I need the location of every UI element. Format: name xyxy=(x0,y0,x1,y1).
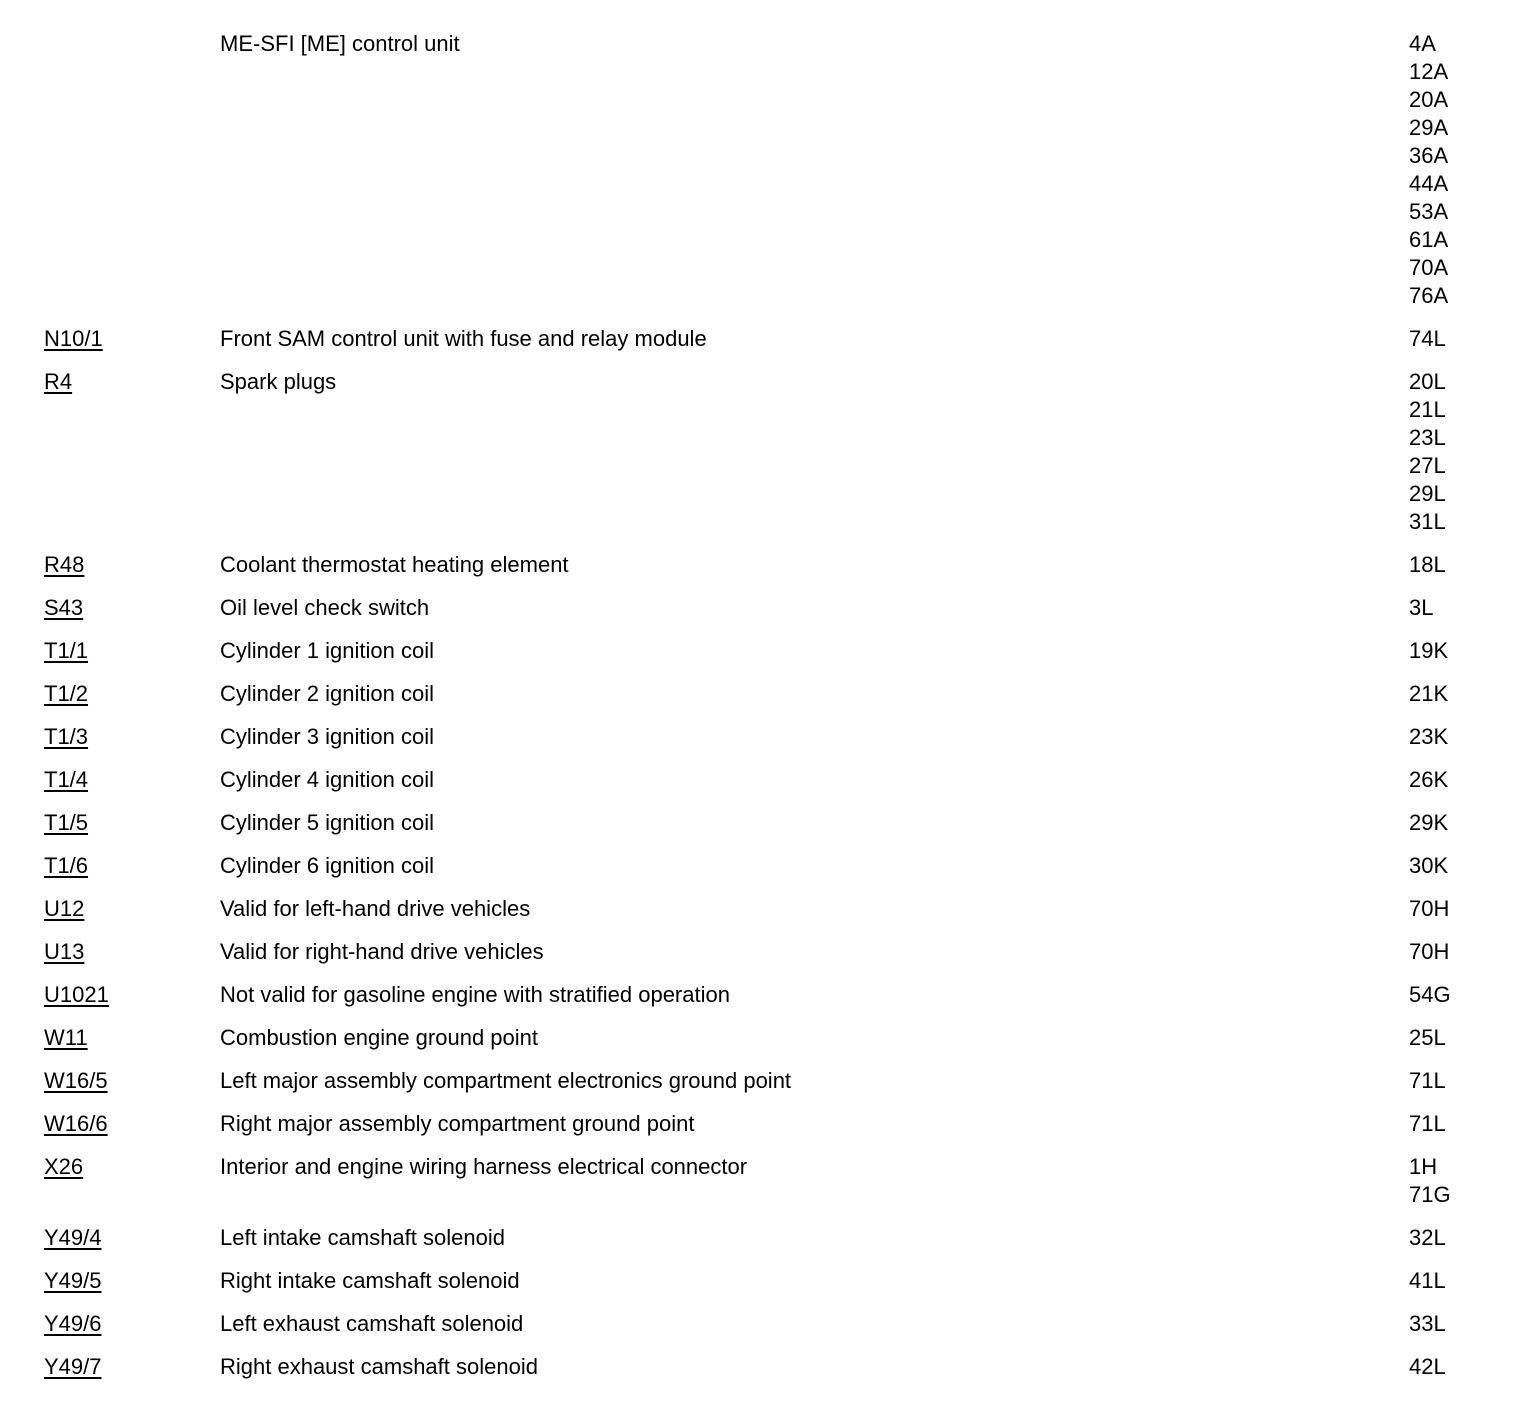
grid-location: 54G xyxy=(1409,982,1451,1007)
component-description: Cylinder 2 ignition coil xyxy=(220,681,434,706)
table-row xyxy=(0,368,1520,536)
component-description: Cylinder 3 ignition coil xyxy=(220,724,434,749)
component-code-link[interactable]: T1/1 xyxy=(44,638,89,663)
component-code-link[interactable]: S43 xyxy=(44,595,84,620)
table-row xyxy=(0,551,1520,579)
table-row xyxy=(0,1110,1520,1138)
table-row xyxy=(0,325,1520,353)
grid-location: 42L xyxy=(1409,1354,1446,1379)
component-description: Cylinder 5 ignition coil xyxy=(220,810,434,835)
grid-location: 44A xyxy=(1409,171,1449,196)
grid-location: 71G xyxy=(1409,1182,1451,1207)
table-row xyxy=(0,1267,1520,1295)
grid-location-list xyxy=(1409,895,1509,923)
component-code-link[interactable]: T1/4 xyxy=(44,767,89,792)
grid-location-list xyxy=(1409,852,1509,880)
grid-location-list xyxy=(1409,637,1509,665)
grid-location: 70H xyxy=(1409,896,1450,921)
component-code-link[interactable]: U12 xyxy=(44,896,85,921)
table-row xyxy=(0,809,1520,837)
component-description: Left exhaust camshaft solenoid xyxy=(220,1311,524,1336)
grid-location-list xyxy=(1409,723,1509,751)
component-description: Valid for left-hand drive vehicles xyxy=(220,896,531,921)
grid-location: 71L xyxy=(1409,1068,1446,1093)
grid-location-list xyxy=(1409,680,1509,708)
component-code-link[interactable]: T1/5 xyxy=(44,810,89,835)
grid-location-list xyxy=(1409,981,1509,1009)
component-description: Left major assembly compartment electronics ground point xyxy=(220,1068,792,1093)
grid-location: 25L xyxy=(1409,1025,1446,1050)
component-code-link[interactable]: Y49/4 xyxy=(44,1225,102,1250)
component-description: Cylinder 1 ignition coil xyxy=(220,638,434,663)
grid-location: 30K xyxy=(1409,853,1449,878)
table-row xyxy=(0,938,1520,966)
grid-location: 31L xyxy=(1409,509,1446,534)
grid-location-list xyxy=(1409,809,1509,837)
grid-location: 76A xyxy=(1409,283,1449,308)
component-description: Interior and engine wiring harness electrical connector xyxy=(220,1154,748,1179)
component-legend-table xyxy=(0,30,1520,1396)
grid-location-list xyxy=(1409,1153,1509,1209)
table-row xyxy=(0,1067,1520,1095)
grid-location-list xyxy=(1409,1310,1509,1338)
grid-location: 20A xyxy=(1409,87,1449,112)
grid-location-list xyxy=(1409,551,1509,579)
grid-location-list xyxy=(1409,766,1509,794)
component-description: Front SAM control unit with fuse and relay module xyxy=(220,326,707,351)
grid-location: 1H xyxy=(1409,1154,1438,1179)
grid-location: 29K xyxy=(1409,810,1449,835)
table-row xyxy=(0,1310,1520,1338)
table-row xyxy=(0,1224,1520,1252)
grid-location-list xyxy=(1409,1024,1509,1052)
component-code-link[interactable]: W16/6 xyxy=(44,1111,108,1136)
component-code-link[interactable]: T1/3 xyxy=(44,724,89,749)
grid-location: 41L xyxy=(1409,1268,1446,1293)
component-code-link[interactable]: W11 xyxy=(44,1025,88,1050)
component-code-link[interactable]: W16/5 xyxy=(44,1068,108,1093)
grid-location-list xyxy=(1409,1353,1509,1381)
table-row xyxy=(0,981,1520,1009)
grid-location-list xyxy=(1409,368,1509,536)
grid-location: 33L xyxy=(1409,1311,1446,1336)
component-code-link[interactable]: N10/1 xyxy=(44,326,103,351)
component-code-link[interactable]: Y49/7 xyxy=(44,1354,102,1379)
component-description: Oil level check switch xyxy=(220,595,430,620)
grid-location-list xyxy=(1409,1267,1509,1295)
grid-location: 71L xyxy=(1409,1111,1446,1136)
component-description: Cylinder 4 ignition coil xyxy=(220,767,434,792)
grid-location-list xyxy=(1409,30,1509,310)
grid-location: 20L xyxy=(1409,369,1446,394)
grid-location: 53A xyxy=(1409,199,1449,224)
component-description: Coolant thermostat heating element xyxy=(220,552,569,577)
grid-location: 12A xyxy=(1409,59,1449,84)
component-description: Valid for right-hand drive vehicles xyxy=(220,939,544,964)
component-code-link[interactable]: U1021 xyxy=(44,982,109,1007)
grid-location: 61A xyxy=(1409,227,1449,252)
component-description: Cylinder 6 ignition coil xyxy=(220,853,434,878)
grid-location-list xyxy=(1409,325,1509,353)
component-description: Not valid for gasoline engine with stratified operation xyxy=(220,982,730,1007)
table-row xyxy=(0,1153,1520,1209)
grid-location: 18L xyxy=(1409,552,1446,577)
component-description: Left intake camshaft solenoid xyxy=(220,1225,505,1250)
table-row xyxy=(0,766,1520,794)
grid-location: 70A xyxy=(1409,255,1449,280)
table-row xyxy=(0,1353,1520,1381)
table-row xyxy=(0,637,1520,665)
grid-location: 21K xyxy=(1409,681,1449,706)
component-description: Right exhaust camshaft solenoid xyxy=(220,1354,538,1379)
grid-location: 74L xyxy=(1409,326,1446,351)
component-description: Spark plugs xyxy=(220,369,337,394)
component-code-link[interactable]: X26 xyxy=(44,1154,84,1179)
grid-location-list xyxy=(1409,594,1509,622)
component-code-link[interactable]: R4 xyxy=(44,369,73,394)
grid-location: 32L xyxy=(1409,1225,1446,1250)
grid-location: 21L xyxy=(1409,397,1446,422)
grid-location: 26K xyxy=(1409,767,1449,792)
component-description: Right intake camshaft solenoid xyxy=(220,1268,520,1293)
table-row xyxy=(0,1024,1520,1052)
grid-location-list xyxy=(1409,1067,1509,1095)
table-row xyxy=(0,852,1520,880)
grid-location-list xyxy=(1409,938,1509,966)
grid-location: 19K xyxy=(1409,638,1449,663)
component-code-link[interactable]: Y49/5 xyxy=(44,1268,102,1293)
grid-location: 4A xyxy=(1409,31,1436,56)
grid-location: 29A xyxy=(1409,115,1449,140)
grid-location: 3L xyxy=(1409,595,1434,620)
component-code-link[interactable]: T1/6 xyxy=(44,853,89,878)
component-code-link[interactable]: U13 xyxy=(44,939,85,964)
grid-location-list xyxy=(1409,1224,1509,1252)
grid-location: 23K xyxy=(1409,724,1449,749)
grid-location: 70H xyxy=(1409,939,1450,964)
table-row xyxy=(0,594,1520,622)
component-code-link[interactable]: R48 xyxy=(44,552,85,577)
table-row xyxy=(0,30,1520,310)
table-row xyxy=(0,723,1520,751)
grid-location: 29L xyxy=(1409,481,1446,506)
grid-location: 27L xyxy=(1409,453,1446,478)
component-code-link[interactable]: T1/2 xyxy=(44,681,89,706)
component-code-link[interactable]: Y49/6 xyxy=(44,1311,102,1336)
grid-location: 36A xyxy=(1409,143,1449,168)
component-description: Combustion engine ground point xyxy=(220,1025,539,1050)
grid-location-list xyxy=(1409,1110,1509,1138)
component-description: ME-SFI [ME] control unit xyxy=(220,31,460,56)
component-description: Right major assembly compartment ground point xyxy=(220,1111,695,1136)
table-row xyxy=(0,895,1520,923)
grid-location: 23L xyxy=(1409,425,1446,450)
table-row xyxy=(0,680,1520,708)
